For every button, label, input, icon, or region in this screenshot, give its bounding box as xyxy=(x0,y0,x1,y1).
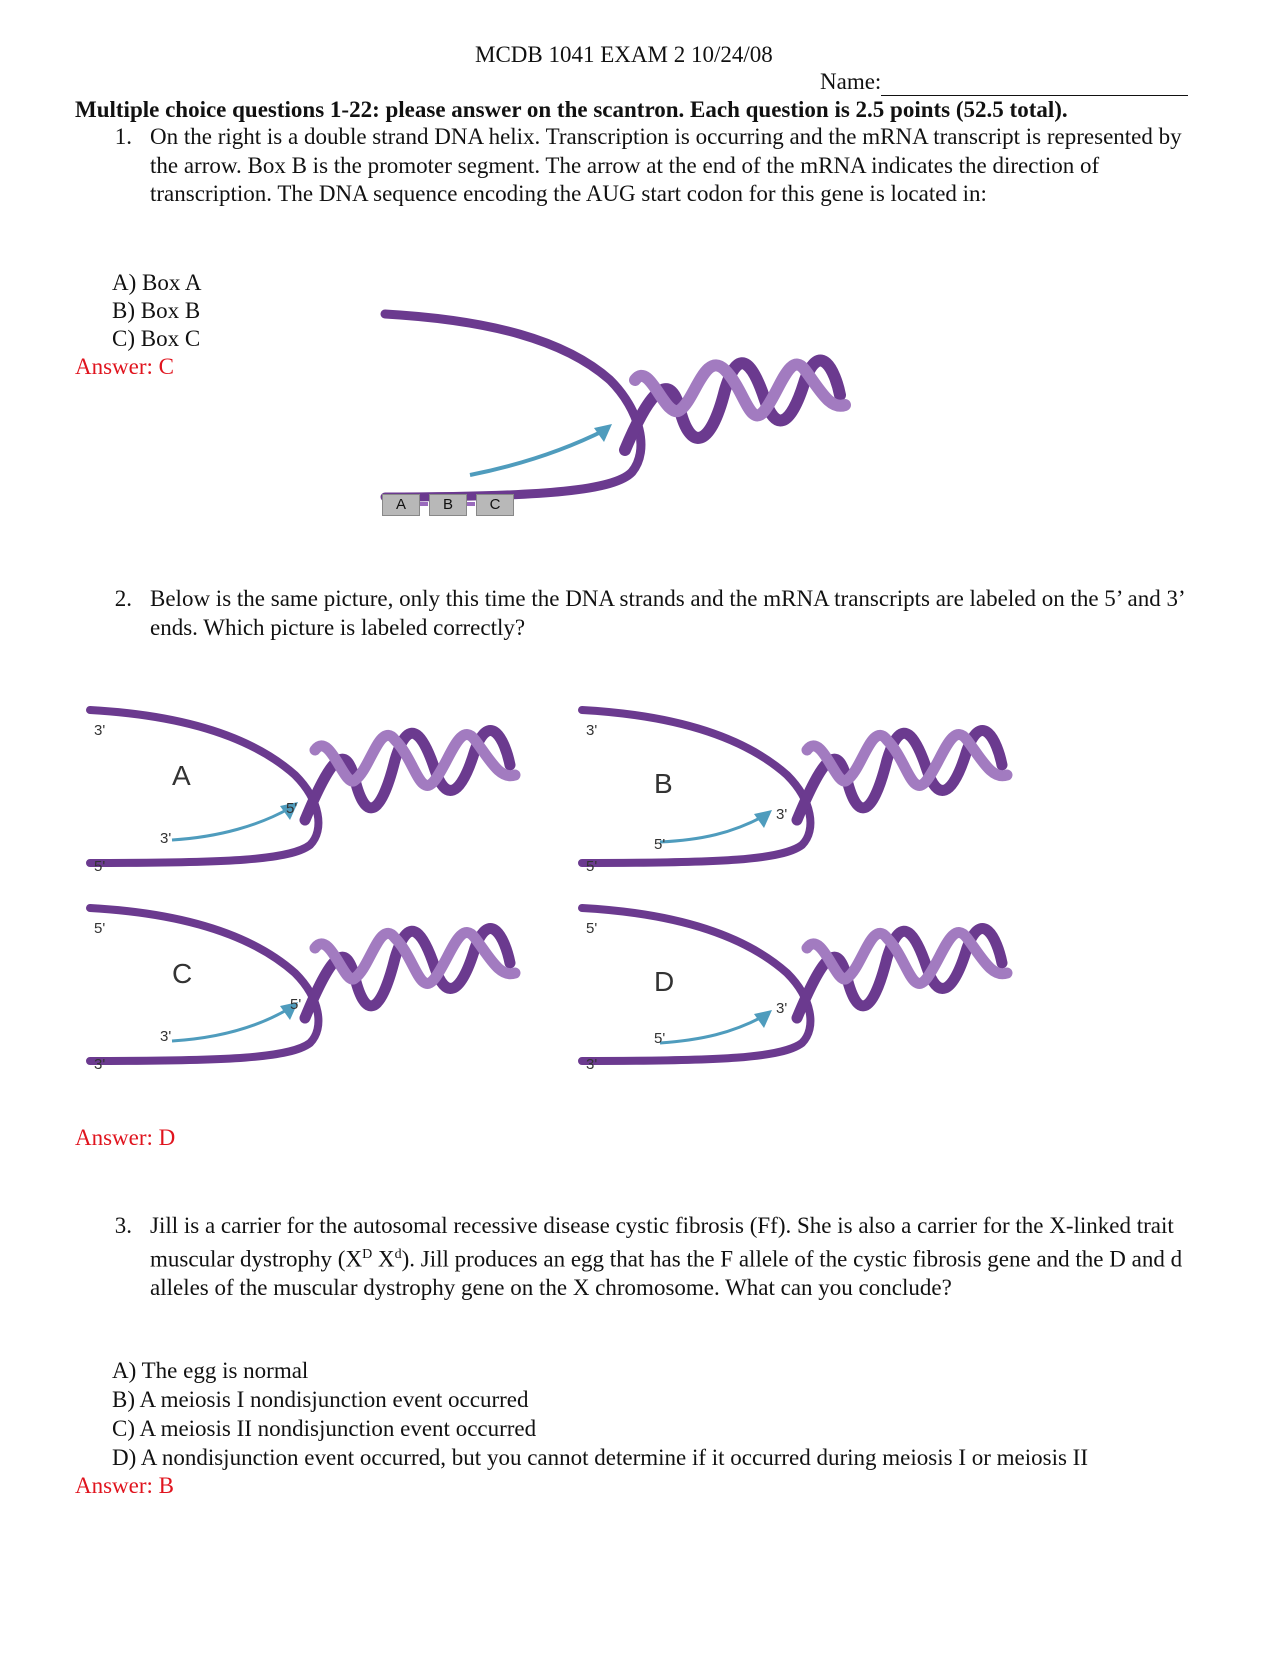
panel-d-top-end: 5' xyxy=(586,920,598,937)
q1-option-c: C) Box C xyxy=(112,326,201,351)
q2-answer: Answer: D xyxy=(75,1125,176,1150)
panel-d-mrna-end: 3' xyxy=(776,1000,788,1017)
q3-option-b: B) A meiosis I nondisjunction event occurred xyxy=(112,1387,529,1412)
panel-a-top-end: 3' xyxy=(94,722,106,739)
panel-a-letter: A xyxy=(172,760,191,791)
box-connector xyxy=(467,502,475,506)
q1-option-b: B) Box B xyxy=(112,298,201,323)
panel-c-top-end: 5' xyxy=(94,920,106,937)
name-label: Name: xyxy=(820,68,1188,96)
dna-helix xyxy=(625,361,845,450)
exam-title: MCDB 1041 EXAM 2 10/24/08 xyxy=(475,42,773,67)
panel-b-letter: B xyxy=(654,768,673,799)
q3-option-c: C) A meiosis II nondisjunction event occurred xyxy=(112,1416,537,1441)
panel-d-letter: D xyxy=(654,966,675,997)
panel-a-mrna-start: 3' xyxy=(160,830,172,847)
instructions: Multiple choice questions 1-22: please answer on the scantron. Each question is 2.5 points (52.5 total). xyxy=(75,97,1068,122)
mrna-arrow xyxy=(470,430,605,475)
panel-d-bottom-end: 3' xyxy=(586,1056,598,1073)
q1-option-a: A) Box A xyxy=(112,270,202,295)
q3-number: 3. xyxy=(114,1213,132,1238)
box-b: B xyxy=(429,494,467,516)
panel-a-mrna-end: 5' xyxy=(286,800,298,817)
panel-b-mrna-start: 5' xyxy=(654,836,666,853)
panel-b-mrna-end: 3' xyxy=(776,806,788,823)
panel-b-bottom-end: 5' xyxy=(586,858,598,875)
panel-c-letter: C xyxy=(172,958,193,989)
panel-c-mrna-start: 3' xyxy=(160,1028,172,1045)
q3-answer: Answer: B xyxy=(75,1473,175,1498)
q1-number: 1. xyxy=(114,124,132,149)
q3-option-a: A) The egg is normal xyxy=(112,1358,309,1383)
name-blank xyxy=(881,75,1188,96)
q3-option-d: D) A nondisjunction event occurred, but you cannot determine if it occurred during meiosis I or meiosis II xyxy=(112,1445,1088,1470)
panel-a-bottom-end: 5' xyxy=(94,858,106,875)
q2-text: Below is the same picture, only this time the DNA strands and the mRNA transcripts are labeled on the 5’ and 3’ ends. Which picture is labeled correctly? xyxy=(150,586,1184,640)
q1-answer: Answer: C xyxy=(75,354,175,379)
box-connector xyxy=(420,502,428,506)
box-c: C xyxy=(476,494,514,516)
dna-top-strand xyxy=(385,314,641,497)
dna-helix-figure xyxy=(380,300,900,520)
box-a: A xyxy=(382,494,420,516)
q3-text: Jill is a carrier for the autosomal recessive disease cystic fibrosis (Ff). She is also a carrier for the X-linked trait muscular dystrophy ($X^D$ $X^d$). Jill produces an egg that has the F allele of the cystic fibrosis gene and the D and d alleles of the muscular dystrophy gene on the X chromosome. What can you conclude? xyxy=(150,1213,1183,1300)
panel-c-bottom-end: 3' xyxy=(94,1056,106,1073)
panel-b-top-end: 3' xyxy=(586,722,598,739)
q2-number: 2. xyxy=(114,586,132,611)
q1-text: On the right is a double strand DNA helix. Transcription is occurring and the mRNA transcript is represented by the arrow. Box B is the promoter segment. The arrow at the end of the mRNA indicates the direction of transcription. The DNA sequence encoding the AUG start codon for this gene is located in: xyxy=(150,124,1182,206)
panel-d-mrna-start: 5' xyxy=(654,1030,666,1047)
panel-c-mrna-end: 5' xyxy=(290,996,302,1013)
